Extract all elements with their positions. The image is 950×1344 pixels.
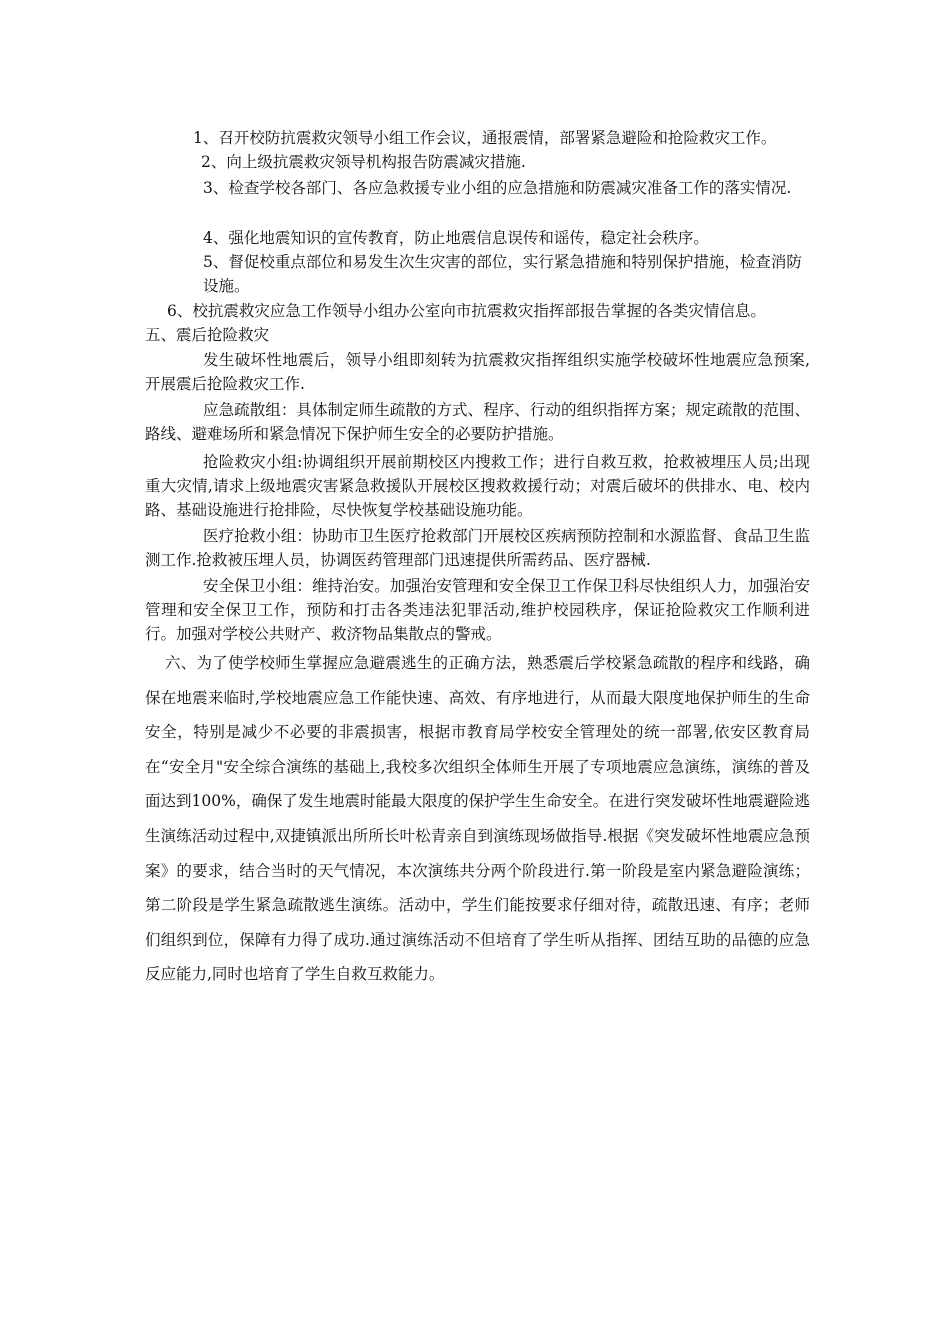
section5-paragraph-security: 安全保卫小组：维持治安。加强治安管理和安全保卫工作保卫科尽快组织人力，加强治安管理和安全保卫工作，预防和打击各类违法犯罪活动,维护校园秩序，保证抢险救灾工作顺利进行。加强对学校公共财产、救济物品集散点的警戒。: [145, 577, 810, 643]
measure-item-4: 4、强化地震知识的宣传教育，防止地震信息误传和谣传，稳定社会秩序。: [203, 229, 709, 247]
section5-paragraph-medical: 医疗抢救小组：协助市卫生医疗抢救部门开展校区疾病预防控制和水源监督、食品卫生监测工作.抢救被压埋人员，协调医药管理部门迅速提供所需药品、医疗器械.: [145, 527, 810, 569]
section5-paragraph-evacuation: 应急疏散组：具体制定师生疏散的方式、程序、行动的组织指挥方案；规定疏散的范围、路线、避难场所和紧急情况下保护师生安全的必要防护措施。: [145, 401, 810, 443]
section5-paragraph-rescue: 抢险救灾小组:协调组织开展前期校区内搜救工作；进行自救互救，抢救被埋压人员;出现重大灾情,请求上级地震灾害紧急救援队开展校区搜救救援行动；对震后破坏的供排水、电、校内路、基础设施进行抢排险，尽快恢复学校基础设施功能。: [145, 453, 810, 519]
measure-item-1: 1、召开校防抗震救灾领导小组工作会议，通报震情，部署紧急避险和抢险救灾工作。: [193, 129, 777, 147]
measure-item-5: 5、督促校重点部位和易发生次生灾害的部位，实行紧急措施和特别保护措施，检查消防设施。: [203, 253, 802, 295]
measure-item-6: 6、校抗震救灾应急工作领导小组办公室向市抗震救灾指挥部报告掌握的各类灾情信息。: [167, 302, 766, 320]
measure-item-3: 3、检查学校各部门、各应急救援专业小组的应急措施和防震减灾准备工作的落实情况.: [203, 179, 792, 197]
section6-paragraph: 六、为了使学校师生掌握应急避震逃生的正确方法，熟悉震后学校紧急疏散的程序和线路，确保在地震来临时,学校地震应急工作能快速、高效、有序地进行，从而最大限度地保护师生的生命安全，特别是减少不必要的非震损害，根据市教育局学校安全管理处的统一部署,依安区教育局在“安全月"安全综合演练的基础上,我校多次组织全体师生开展了专项地震应急演练，演练的普及面达到100%，确保了发生地震时能最大限度的保护学生生命安全。在进行突发破坏性地震避险逃生演练活动过程中,双捷镇派出所所长叶松青亲自到演练现场做指导.根据《突发破坏性地震应急预案》的要求，结合当时的天气情况，本次演练共分两个阶段进行.第一阶段是室内紧急避险演练；第二阶段是学生紧急疏散逃生演练。活动中，学生们能按要求仔细对待，疏散迅速、有序；老师们组织到位，保障有力得了成功.通过演练活动不但培育了学生听从指挥、团结互助的品德的应急反应能力,同时也培育了学生自救互救能力。: [145, 654, 810, 984]
section5-paragraph-1: 发生破坏性地震后，领导小组即刻转为抗震救灾指挥组织实施学校破坏性地震应急预案,开展震后抢险救灾工作.: [145, 351, 810, 393]
measure-item-2: 2、向上级抗震救灾领导机构报告防震减灾措施.: [201, 153, 526, 171]
section-heading-5: 五、震后抢险救灾: [145, 326, 270, 344]
